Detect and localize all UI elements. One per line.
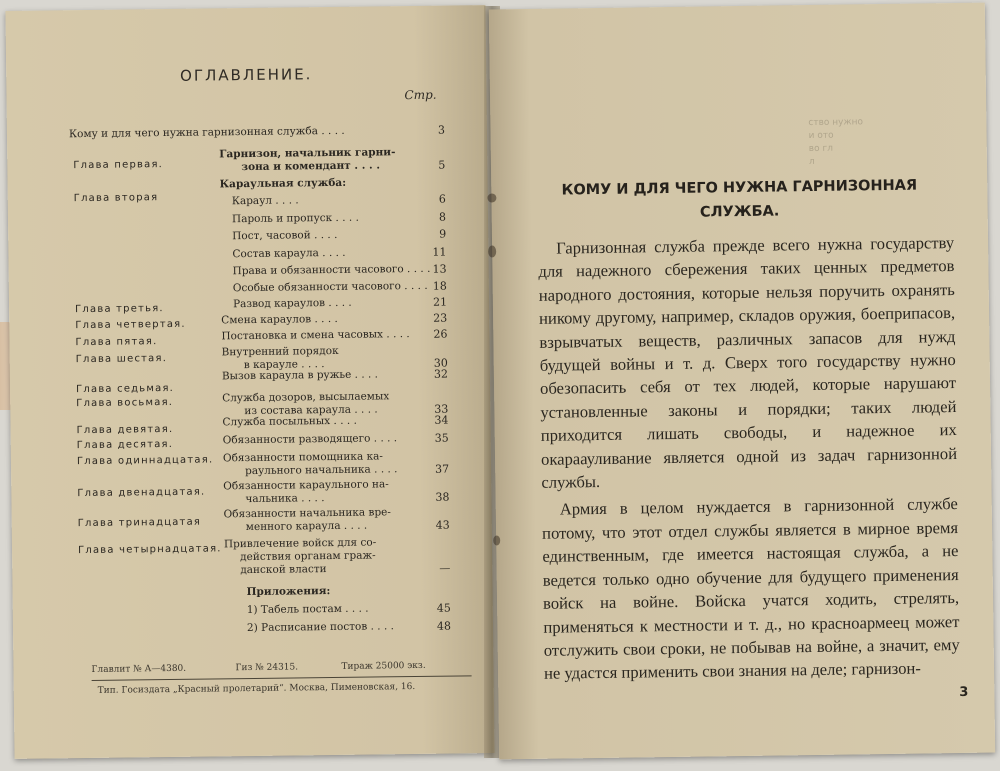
toc-page-number: 30 [433, 356, 448, 370]
toc-page-number: 37 [435, 462, 450, 476]
toc-entry-text: Служба посыльных . . . . [222, 414, 357, 429]
toc-page-number: 6 [438, 192, 446, 206]
toc-page-number: 3 [437, 123, 446, 137]
toc-page-number: 13 [432, 262, 447, 276]
toc-entry-text: Пароль и пропуск . . . . [231, 211, 359, 226]
binding-hole [487, 193, 496, 202]
toc-entry-text: Внутренний порядок [221, 344, 339, 359]
toc-page-number: 11 [432, 245, 447, 259]
paragraph-2: Армия в целом нуждается в гарнизонной службе потому, что этот отдел службы является в мирное время единственным, где имеется настоящая служба, а не ведется только одно обучение для будущего применения войск на войне. Войска учатся ходить, стрелять, применяться к местности и т. д., но красноармеец может отслужить свои сроки, не побывав на войне, а значит, ему не удастся применить свои знания на деле; гарнизон- [541, 494, 960, 684]
toc-page-number: 35 [434, 431, 449, 445]
toc-title: ОГЛАВЛЕНИЕ. [179, 65, 313, 85]
toc-entry-text: менного караула . . . . [245, 519, 368, 534]
toc-chapter-label: Глава тринадцатая [77, 516, 202, 530]
toc-page-number: 18 [432, 279, 447, 293]
toc-entry-text: Гарнизон, начальник гарни- [219, 146, 396, 161]
toc-chapter-label: Глава вторая [73, 192, 159, 205]
toc-page-number: 32 [433, 367, 448, 381]
toc-entry-text: Обязанности помощника ка- [222, 450, 383, 465]
binding-hole [488, 245, 496, 257]
toc-entry-text: зона и комендант . . . . [241, 159, 381, 174]
toc-chapter-label: Глава десятая. [76, 438, 174, 452]
toc-chapter-label: Глава шестая. [75, 353, 168, 366]
toc-page-number: 45 [436, 601, 451, 615]
toc-entry-text: 1) Табель постам . . . . [246, 602, 369, 617]
toc-page-number: 38 [435, 490, 450, 504]
chapter-heading [521, 173, 958, 227]
toc-entry-text: раульного начальника . . . . [245, 463, 398, 478]
heading-line-2: СЛУЖБА. [699, 203, 780, 221]
ink-bleed-through: ство нужно и ото во гл л [808, 117, 864, 168]
toc-entry-text: Караул . . . . [231, 194, 299, 208]
toc-page-number: 43 [435, 518, 450, 532]
footer-tirazh: Тираж 25000 экз. [341, 660, 426, 672]
body-text [538, 231, 960, 685]
toc-page-number: 48 [436, 619, 452, 633]
toc-entry-text: Служба дозоров, высылаемых [222, 390, 390, 405]
paragraph-1: Гарнизонная служба прежде всего нужна государству для надежного сбережения таких ценных предметов народного достояния, которые нельзя поручить охранять никому другому, например, складов оружия, боеприпасов, взрывчатых веществ, различных запасов для нужд будущей войны и т. д. Сверх того государству нужно обезопасить себя от тех людей, которые нарушают установленные законы и порядки; таких людей приходится лишать свободы, и надежное их окараауливание является одной из задач гарнизонной службы. [538, 233, 958, 492]
toc-page-number: — [439, 561, 451, 575]
page-number: 3 [959, 684, 969, 700]
toc-entry-text: данской власти [240, 563, 327, 577]
toc-entry-text: чальника . . . . [245, 492, 325, 506]
right-page [489, 3, 995, 760]
toc-entry-text: Приложения: [246, 585, 331, 599]
toc-entry-text: Кому и для чего нужна гарнизонная служба . . . . [68, 124, 345, 141]
footer-glavlit: Главлит № А—4380. [91, 663, 187, 675]
toc-chapter-label: Глава седьмая. [76, 382, 175, 396]
footer-divider [92, 675, 472, 681]
toc-entry-text: Обязанности начальника вре- [223, 506, 391, 521]
toc-entry-text: Вызов караула в ружье . . . . [221, 368, 379, 383]
toc-page-number: 33 [434, 402, 449, 416]
toc-chapter-label: Глава пятая. [75, 336, 158, 349]
toc-entry-text: Состав караула . . . . [232, 246, 346, 261]
toc-chapter-label: Глава двенадцатая. [77, 486, 206, 500]
toc-page-number: 21 [432, 295, 448, 309]
toc-page-number: 34 [434, 413, 449, 427]
toc-entry-text: Права и обязанности часового . . . . [232, 262, 431, 278]
toc-page-number: 26 [433, 327, 448, 341]
toc-entry-text: Караульная служба: [219, 176, 347, 191]
toc-chapter-label: Глава девятая. [76, 423, 174, 437]
toc-page-column-label: Стр. [404, 87, 437, 103]
toc-chapter-label: Глава четырнадцатая. [77, 543, 222, 557]
left-page [5, 5, 494, 759]
toc-chapter-label: Глава одиннадцатая. [76, 454, 214, 468]
toc-entry-text: Развод караулов . . . . [232, 296, 352, 311]
toc-page-number: 9 [439, 227, 447, 241]
toc-page-number: 23 [433, 311, 448, 325]
toc-entry-text: из состава караула . . . . [244, 403, 378, 418]
toc-entry-text: Пост, часовой . . . . [232, 228, 338, 243]
toc-entry-text: Обязанности караульного на- [223, 478, 389, 493]
toc-page-number: 8 [438, 210, 447, 224]
binding-hole [493, 535, 500, 545]
toc-chapter-label: Глава третья. [75, 303, 164, 316]
toc-page-number: 5 [438, 158, 446, 172]
footer-printer: Тип. Госиздата „Красный пролетарий“. Москва, Пименовская, 16. [97, 682, 416, 696]
heading-line-1: КОМУ И ДЛЯ ЧЕГО НУЖНА ГАРНИЗОННАЯ [561, 177, 918, 199]
toc-entry-text: Обязанности разводящего . . . . [222, 432, 398, 447]
toc-entry-text: Постановка и смена часовых . . . . [221, 328, 410, 343]
toc-chapter-label: Глава четвертая. [75, 318, 186, 332]
toc-entry-text: Особые обязанности часового . . . . [232, 279, 428, 295]
toc-entry-text: Привлечение войск для со- [223, 536, 377, 551]
toc-chapter-label: Глава первая. [73, 159, 164, 172]
toc-entry-text: действия органам граж- [240, 549, 376, 564]
footer-giz: Гиз № 24315. [235, 662, 299, 674]
toc-entry-text: 2) Расписание постов . . . . [246, 620, 395, 635]
toc-chapter-label: Глава восьмая. [76, 396, 174, 410]
toc-entry-text: в карауле . . . . [243, 358, 325, 372]
toc-entry-text: Смена караулов . . . . [221, 312, 338, 327]
